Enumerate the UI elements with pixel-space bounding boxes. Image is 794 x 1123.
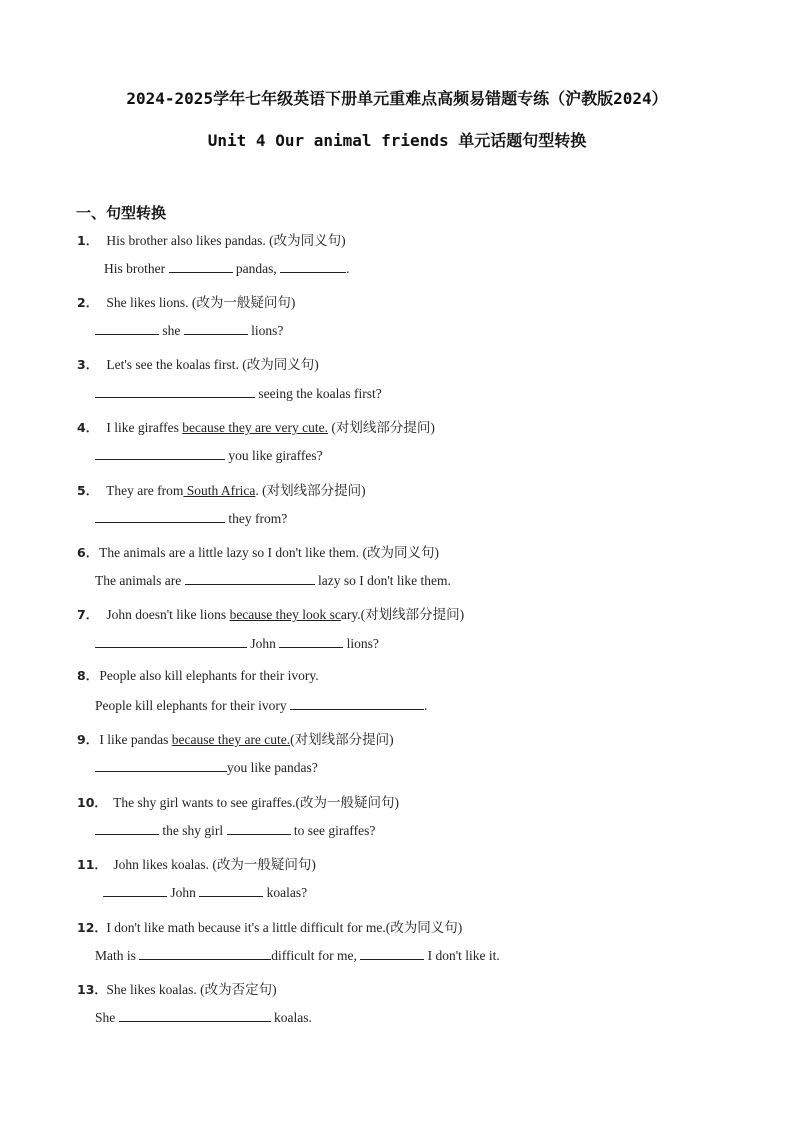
answer-blank[interactable]: [360, 947, 424, 960]
question-instruction: (对划线部分提问): [328, 420, 435, 435]
question-number: 10．: [77, 795, 107, 810]
question-number: 5．: [77, 483, 99, 498]
answer-text: John: [170, 885, 196, 900]
answer-blank[interactable]: [227, 822, 291, 835]
answer-blank[interactable]: [95, 635, 247, 648]
answer-text: pandas,: [235, 261, 277, 276]
answer-blank[interactable]: [95, 759, 227, 772]
answer-blank[interactable]: [185, 572, 315, 585]
question-13: [77, 978, 277, 998]
answer-blank[interactable]: [95, 447, 225, 460]
question-number: 1．: [77, 233, 99, 248]
answer-blank[interactable]: [95, 322, 159, 335]
answer-line-1: [104, 260, 350, 277]
answer-line-12: [95, 947, 500, 964]
answer-text: His brother: [104, 261, 166, 276]
answer-text: lazy so I don't like them.: [317, 573, 451, 588]
question-8: [77, 666, 319, 684]
question-text: John likes koalas. (改为一般疑问句): [113, 857, 316, 872]
answer-text: People kill elephants for their ivory: [95, 698, 287, 713]
question-number: 9．: [77, 732, 99, 747]
answer-line-3: [95, 385, 382, 402]
question-instruction: (对划线部分提问): [290, 732, 394, 747]
answer-text: .: [346, 261, 350, 276]
answer-line-8: [95, 697, 427, 714]
question-number: 3．: [77, 357, 99, 372]
answer-text: you like pandas?: [227, 760, 318, 775]
underlined-part: because they look sc: [229, 607, 341, 622]
document-title: 2024-2025学年七年级英语下册单元重难点高频易错题专练（沪教版2024）: [126, 89, 668, 108]
answer-text: lions?: [346, 636, 379, 651]
question-number: 8．: [77, 668, 99, 683]
answer-blank[interactable]: [103, 884, 167, 897]
answer-blank[interactable]: [199, 884, 263, 897]
question-instruction: . (对划线部分提问): [255, 483, 366, 498]
question-12: [77, 916, 462, 936]
answer-blank[interactable]: [280, 260, 346, 273]
answer-text: koalas.: [274, 1010, 312, 1025]
answer-blank[interactable]: [290, 697, 424, 710]
question-text: I don't like math because it's a little difficult for me.(改为同义句): [106, 920, 463, 935]
section-heading: 一、句型转换: [76, 204, 167, 222]
question-7: [77, 603, 464, 623]
answer-text: Math is: [95, 948, 136, 963]
answer-line-6: [95, 572, 451, 589]
question-text: Let's see the koalas first. (改为同义句): [106, 357, 319, 372]
answer-blank[interactable]: [279, 635, 343, 648]
document-subtitle: Unit 4 Our animal friends 单元话题句型转换: [207, 131, 587, 150]
question-text: The animals are a little lazy so I don't like them. (改为同义句): [99, 545, 439, 560]
question-9: [77, 728, 394, 748]
question-11: [77, 853, 316, 873]
answer-blank[interactable]: [169, 260, 233, 273]
answer-text: I don't like it.: [427, 948, 500, 963]
question-number: 11．: [77, 857, 107, 872]
question-number: 13．: [77, 982, 107, 997]
answer-blank[interactable]: [95, 822, 159, 835]
question-text: She likes koalas. (改为否定句): [106, 982, 277, 997]
question-1: [77, 229, 346, 249]
question-text: I like pandas: [99, 732, 172, 747]
answer-line-11: [103, 884, 307, 901]
answer-line-2: [95, 322, 283, 339]
question-10: [77, 791, 399, 811]
answer-line-9: [95, 759, 318, 776]
answer-text: she: [162, 323, 181, 338]
question-number: 2．: [77, 295, 99, 310]
answer-line-4: [95, 447, 323, 464]
answer-text: The animals are: [95, 573, 182, 588]
question-number: 4．: [77, 420, 99, 435]
answer-text: difficult for me,: [271, 948, 357, 963]
answer-text: they from?: [228, 511, 288, 526]
underlined-part: because they are cute.: [171, 732, 291, 747]
answer-blank[interactable]: [95, 385, 255, 398]
question-number: 7．: [77, 607, 99, 622]
answer-blank[interactable]: [139, 947, 271, 960]
question-number: 6．: [77, 545, 99, 560]
question-text: They are from: [106, 483, 184, 498]
answer-text: seeing the koalas first?: [258, 386, 382, 401]
question-number: 12．: [77, 920, 107, 935]
underlined-part: because they are very cute.: [182, 420, 329, 435]
question-text: The shy girl wants to see giraffes.(改为一般疑问句): [113, 795, 399, 810]
answer-line-10: [95, 822, 375, 839]
question-text: She likes lions. (改为一般疑问句): [106, 295, 296, 310]
answer-text: John: [250, 636, 276, 651]
answer-text: lions?: [251, 323, 284, 338]
answer-blank[interactable]: [184, 322, 248, 335]
question-instruction: ary.(对划线部分提问): [340, 607, 465, 622]
question-text: John doesn't like lions: [106, 607, 230, 622]
answer-line-7: [95, 635, 379, 652]
answer-blank[interactable]: [95, 510, 225, 523]
answer-text: koalas?: [266, 885, 308, 900]
question-4: [77, 416, 435, 436]
answer-text: the shy girl: [162, 823, 224, 838]
answer-text: .: [423, 698, 428, 713]
answer-line-5: [95, 510, 287, 527]
question-6: [77, 541, 439, 561]
question-text: People also kill elephants for their ivory.: [99, 668, 319, 683]
question-text: His brother also likes pandas. (改为同义句): [106, 233, 346, 248]
answer-text: She: [95, 1010, 116, 1025]
answer-line-13: [95, 1009, 312, 1026]
question-2: [77, 291, 295, 311]
answer-blank[interactable]: [119, 1009, 271, 1022]
answer-text: to see giraffes?: [293, 823, 376, 838]
underlined-part: South Africa: [183, 483, 256, 498]
question-text: I like giraffes: [106, 420, 183, 435]
question-5: [77, 479, 366, 499]
question-3: [77, 353, 319, 373]
answer-text: you like giraffes?: [228, 448, 323, 463]
